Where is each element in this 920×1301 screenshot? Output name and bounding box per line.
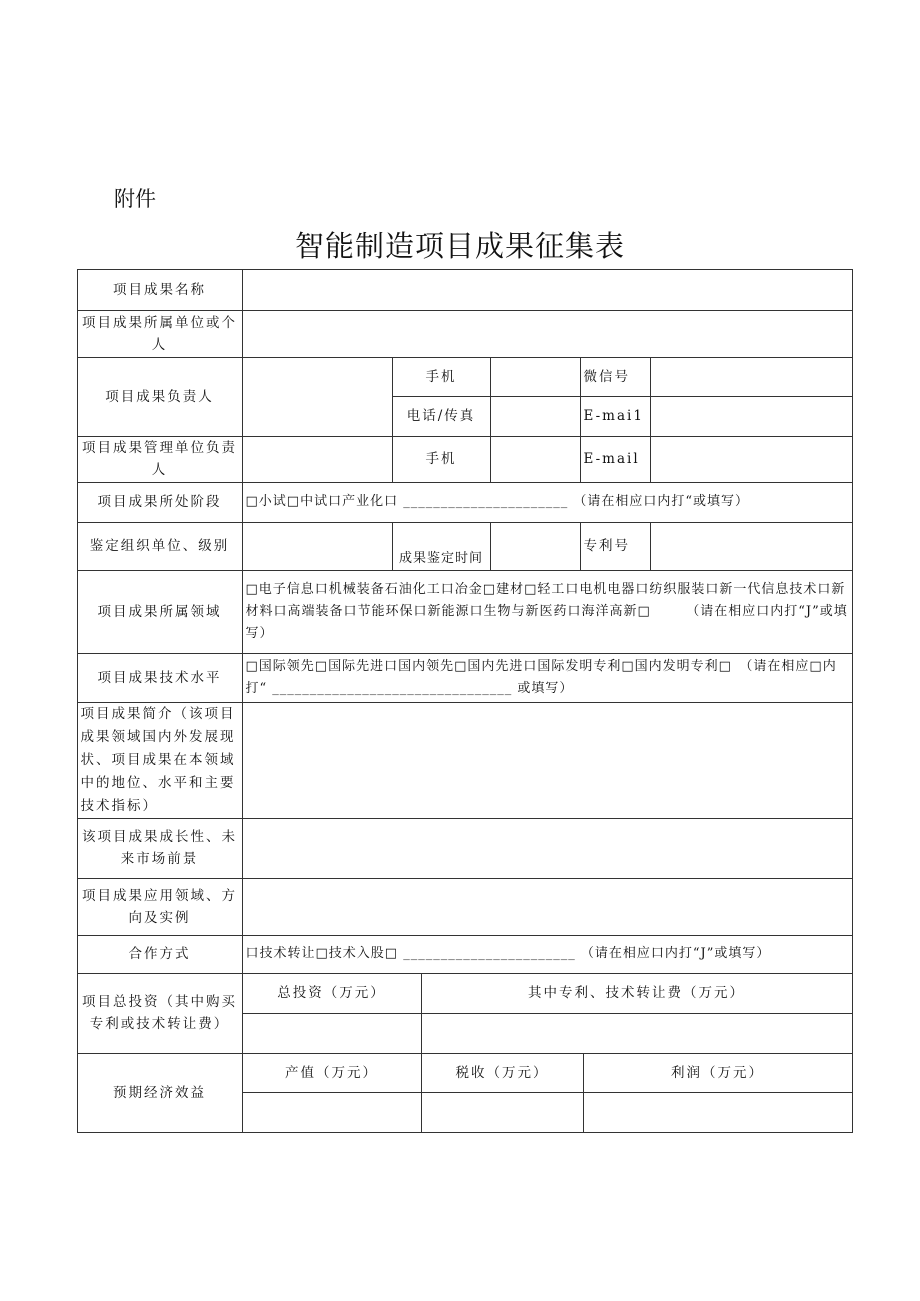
label-tax: 税收（万元） [421, 1053, 584, 1093]
owner-field[interactable] [242, 310, 853, 358]
growth-field[interactable] [242, 818, 853, 879]
wechat-field[interactable] [650, 357, 853, 397]
label-email-2: E-mail [580, 436, 651, 483]
output-field[interactable] [242, 1092, 422, 1133]
label-wechat: 微信号 [580, 357, 651, 397]
label-owner: 项目成果所属单位或个人 [77, 310, 243, 358]
leader-field[interactable] [242, 357, 393, 437]
name-field[interactable] [242, 269, 853, 311]
label-growth: 该项目成果成长性、未来市场前景 [77, 818, 243, 879]
label-investment: 项目总投资（其中购买专利或技术转让费） [77, 973, 243, 1054]
appraisal-time-field[interactable] [490, 522, 581, 571]
stage-options[interactable]: □小试□中试口产业化口 ______________________ （请在相应口内打“或填写） [242, 482, 853, 523]
label-profit: 利润（万元） [583, 1053, 853, 1093]
cooperation-options[interactable]: 口技术转让□技术入股□ _______________________ （请在相应口内打“J”或填写） [242, 935, 853, 974]
label-mgmt-leader: 项目成果管理单位负责人 [77, 436, 243, 483]
label-patent-fee: 其中专利、技术转让费（万元） [421, 973, 853, 1014]
label-patent-no: 专利号 [580, 522, 651, 571]
attachment-label: 附件 [114, 187, 156, 211]
label-mobile-2: 手机 [392, 436, 491, 483]
appraisal-org-field[interactable] [242, 522, 393, 571]
label-stage: 项目成果所处阶段 [77, 482, 243, 523]
application-field[interactable] [242, 878, 853, 936]
label-output: 产值（万元） [242, 1053, 422, 1093]
label-field: 项目成果所属领域 [77, 570, 243, 654]
intro-field[interactable] [242, 702, 853, 819]
mgmt-leader-field[interactable] [242, 436, 393, 483]
mobile-field[interactable] [490, 357, 581, 397]
email-2-field[interactable] [650, 436, 853, 483]
page-title: 智能制造项目成果征集表 [294, 229, 625, 263]
label-appraisal-time: 成果鉴定时间 [392, 522, 491, 571]
label-intro: 项目成果简介（该项目成果领域国内外发展现状、项目成果在本领域中的地位、水平和主要技术指标） [77, 702, 243, 819]
label-leader: 项目成果负责人 [77, 357, 243, 437]
email-field[interactable] [650, 396, 853, 437]
label-tech-level: 项目成果技术水平 [77, 653, 243, 703]
label-cooperation: 合作方式 [77, 935, 243, 974]
label-application: 项目成果应用领域、方向及实例 [77, 878, 243, 936]
label-appraisal-org: 鉴定组织单位、级别 [77, 522, 243, 571]
total-invest-field[interactable] [242, 1013, 422, 1054]
label-total-invest: 总投资（万元） [242, 973, 422, 1014]
tax-field[interactable] [421, 1092, 584, 1133]
label-benefit: 预期经济效益 [77, 1053, 243, 1133]
label-email: E-mai1 [580, 396, 651, 437]
label-mobile: 手机 [392, 357, 491, 397]
mobile-2-field[interactable] [490, 436, 581, 483]
label-phone-fax: 电话/传真 [392, 396, 491, 437]
phone-fax-field[interactable] [490, 396, 581, 437]
tech-level-options[interactable]: □国际领先□国际先进口国内领先□国内先进口国际发明专利□国内发明专利□ （请在相应□内打“ ________________________________ 或填写） [242, 653, 853, 703]
patent-fee-field[interactable] [421, 1013, 853, 1054]
field-options[interactable]: □电子信息口机械装备石油化工口冶金□建材□轻工口电机电器口纺织服装口新一代信息技术口新材料口高端装备口节能环保口新能源口生物与新医药口海洋高新□ （请在相应口内打“J”或填写） [242, 570, 853, 654]
patent-no-field[interactable] [650, 522, 853, 571]
label-name: 项目成果名称 [77, 269, 243, 311]
profit-field[interactable] [583, 1092, 853, 1133]
